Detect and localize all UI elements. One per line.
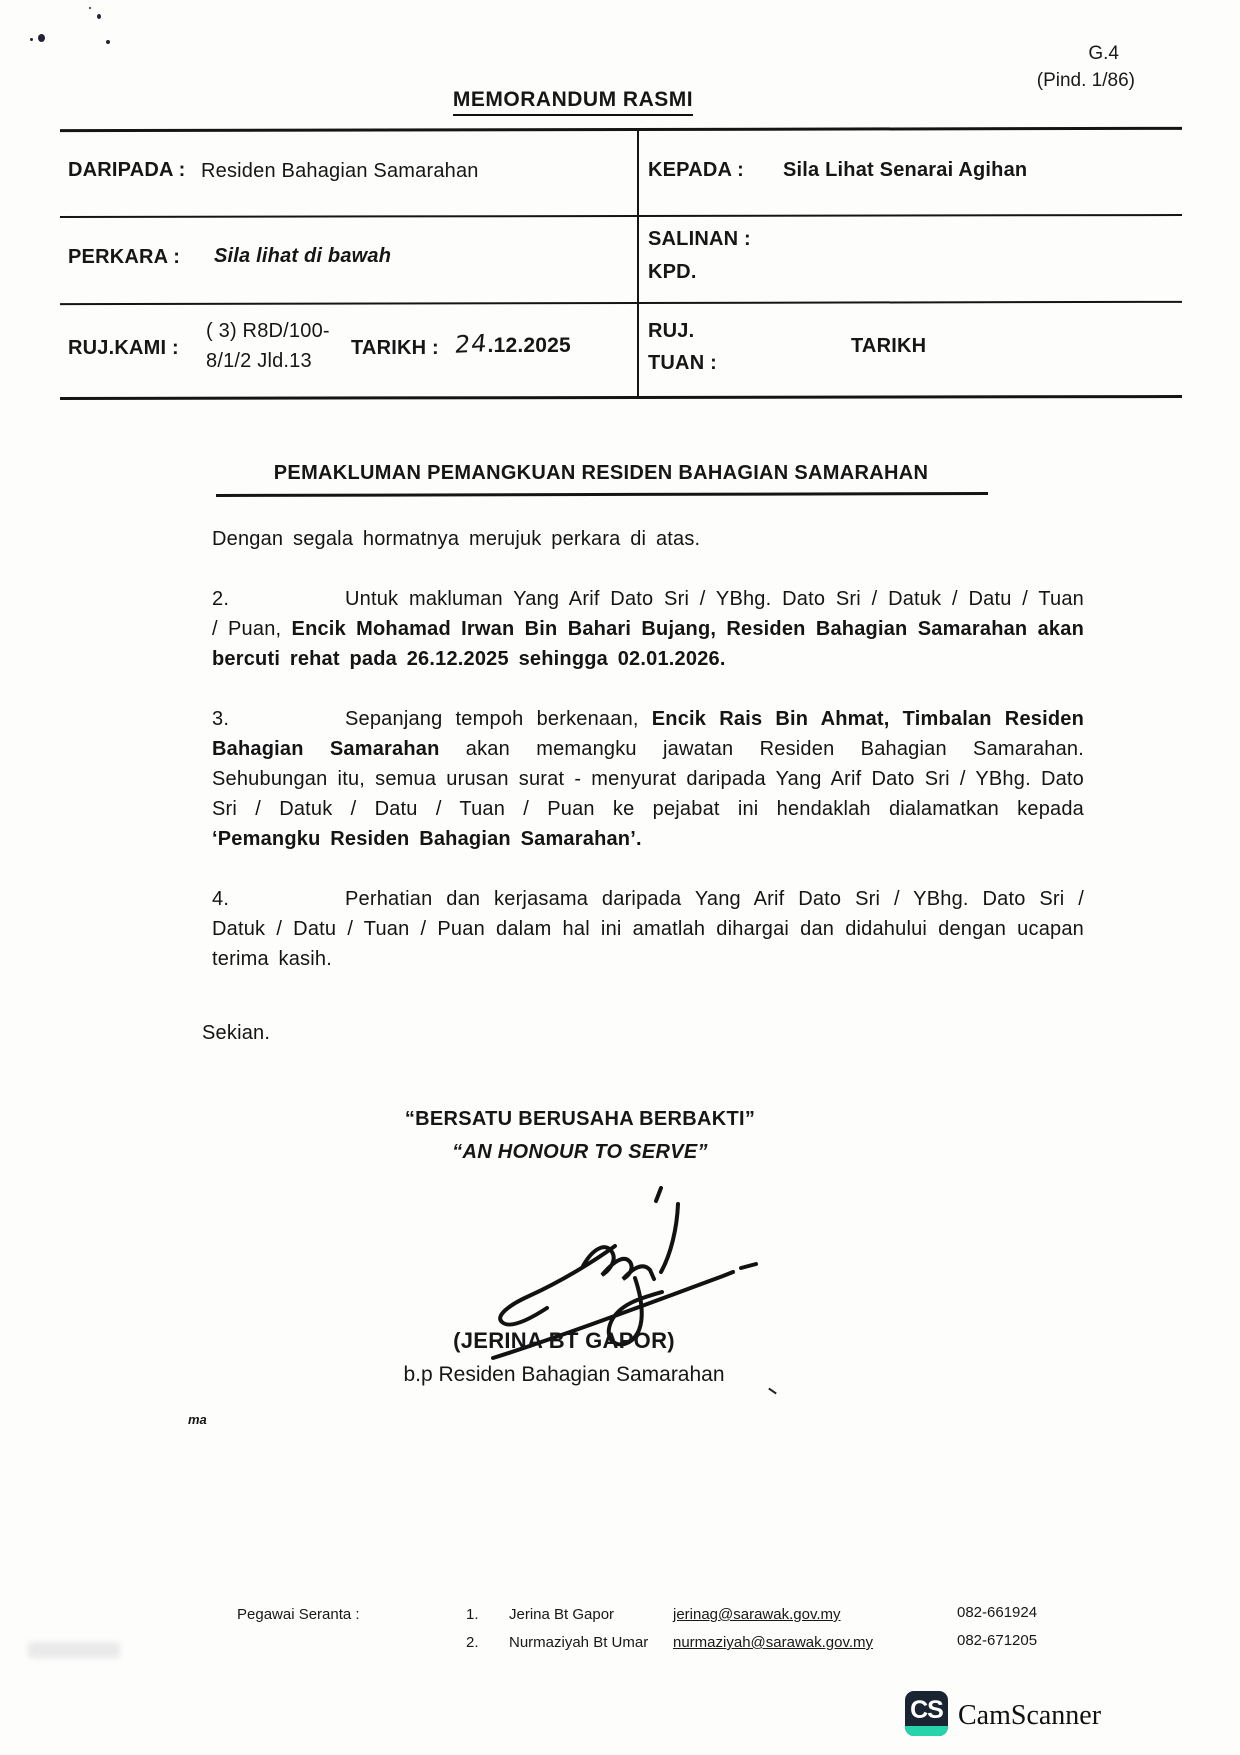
tarikh-right-label: TARIKH <box>851 335 927 357</box>
daripada-label: DARIPADA : <box>68 159 186 181</box>
tarikh-value <box>455 330 571 358</box>
table-border-top <box>60 127 1182 132</box>
paragraph-2-text: Untuk makluman Yang Arif Dato Sri / YBhg. Dato Sri / Datuk / Datu / Tuan / Puan, <box>212 588 1084 640</box>
kepada-value: Sila Lihat Senarai Agihan <box>783 159 1028 181</box>
table-column-divider <box>637 128 639 398</box>
tarikh-label: TARIKH : <box>351 337 439 359</box>
motto-line-1: “BERSATU BERUSAHA BERBAKTI” <box>404 1108 756 1130</box>
subject-underline <box>216 492 988 497</box>
contact-name: Jerina Bt Gapor <box>509 1606 615 1623</box>
contact-phone: 082-661924 <box>957 1604 1038 1621</box>
contact-num: 1. <box>466 1606 479 1623</box>
paragraph-3-text1: Sepanjang tempoh berkenaan, <box>345 708 652 730</box>
ink-speck <box>30 38 33 41</box>
footer-label: Pegawai Seranta : <box>237 1606 360 1623</box>
paragraph-2-number: 2. <box>212 588 230 610</box>
intro-paragraph: Dengan segala hormatnya merujuk perkara di atas. <box>212 528 701 550</box>
motto-line-2: “AN HONOUR TO SERVE” <box>452 1141 708 1163</box>
ruj-kami-label: RUJ.KAMI : <box>68 337 179 359</box>
daripada-value: Residen Bahagian Samarahan <box>201 160 479 182</box>
paragraph-4-text: Perhatian dan kerjasama daripada Yang Arif Dato Sri / YBhg. Dato Sri / Datuk / Datu / Tuan / Puan dalam hal ini amatlah dihargai dan didahului dengan ucapan terima kasih. <box>212 888 1084 970</box>
table-row-divider-2 <box>60 301 1182 305</box>
stray-mark <box>768 1388 777 1395</box>
camscanner-icon-letters: CS <box>910 1695 943 1724</box>
salinan-label: SALINAN : <box>648 228 751 250</box>
paragraph-3-bold1: Encik Rais Bin Ahmat, Timbalan Residen Bahagian Samarahan <box>212 708 1085 760</box>
ruj-kami-line2: 8/1/2 Jld.13 <box>206 350 312 372</box>
perkara-label: PERKARA : <box>68 246 181 268</box>
signer-behalf: b.p Residen Bahagian Samarahan <box>403 1363 725 1386</box>
ruj-tuan-line1: RUJ. <box>648 320 695 342</box>
camscanner-label: CamScanner <box>958 1700 1102 1731</box>
ruj-tuan-line2: TUAN : <box>648 352 717 374</box>
kpd-label: KPD. <box>648 261 697 283</box>
contact-email: jerinag@sarawak.gov.my <box>673 1606 841 1623</box>
page-title: MEMORANDUM RASMI <box>453 88 693 116</box>
paragraph-3-text2: akan memangku jawatan Residen Bahagian Samarahan. Sehubungan itu, semua urusan surat - menyurat daripada Yang Arif Dato Sri / YBhg. Dato Sri / Datuk / Datu / Tuan / Puan ke pejabat ini hendaklah dialamatkan kepada <box>212 738 1084 820</box>
paragraph-3 <box>212 704 1084 854</box>
table-row-divider-1 <box>60 214 1182 218</box>
tarikh-day-handwritten: 24 <box>453 329 490 359</box>
ink-speck <box>38 34 45 42</box>
kepada-label: KEPADA : <box>648 159 745 181</box>
subject-heading: PEMAKLUMAN PEMANGKUAN RESIDEN BAHAGIAN SAMARAHAN <box>273 462 929 484</box>
perkara-value: Sila lihat di bawah <box>214 245 392 267</box>
paragraph-4 <box>212 884 1084 974</box>
paragraph-3-number: 3. <box>212 708 230 730</box>
paragraph-2-bold: Encik Mohamad Irwan Bin Bahari Bujang, Residen Bahagian Samarahan akan bercuti rehat pada 26.12.2025 sehingga 02.01.2026. <box>212 618 1084 670</box>
paragraph-4-number: 4. <box>212 888 230 910</box>
contact-email: nurmaziyah@sarawak.gov.my <box>673 1634 874 1651</box>
ink-speck <box>89 7 91 9</box>
ruj-kami-line1: ( 3) R8D/100- <box>206 320 330 342</box>
contact-phone: 082-671205 <box>957 1632 1038 1649</box>
contact-name: Nurmaziyah Bt Umar <box>509 1634 649 1651</box>
closing-text: Sekian. <box>202 1022 271 1044</box>
paragraph-2 <box>212 584 1084 674</box>
signer-block <box>349 1328 779 1387</box>
form-revision: (Pind. 1/86) <box>1036 70 1135 91</box>
contact-num: 2. <box>466 1634 479 1651</box>
title-wrap <box>373 88 773 112</box>
table-border-bottom <box>60 395 1182 399</box>
paragraph-3-bold2: ‘Pemangku Residen Bahagian Samarahan’. <box>212 828 642 850</box>
ink-speck <box>106 40 110 44</box>
ink-speck <box>97 14 101 19</box>
camscanner-icon <box>905 1691 948 1736</box>
form-code: G.4 <box>1088 43 1119 64</box>
form-code-block <box>950 40 1135 94</box>
scan-smudge <box>28 1642 120 1658</box>
signer-name: (JERINA BT GAPOR) <box>453 1328 675 1353</box>
camscanner-icon-strip <box>905 1726 948 1736</box>
tarikh-rest: .12.2025 <box>487 334 571 357</box>
handwritten-initials: ma <box>188 1412 207 1427</box>
